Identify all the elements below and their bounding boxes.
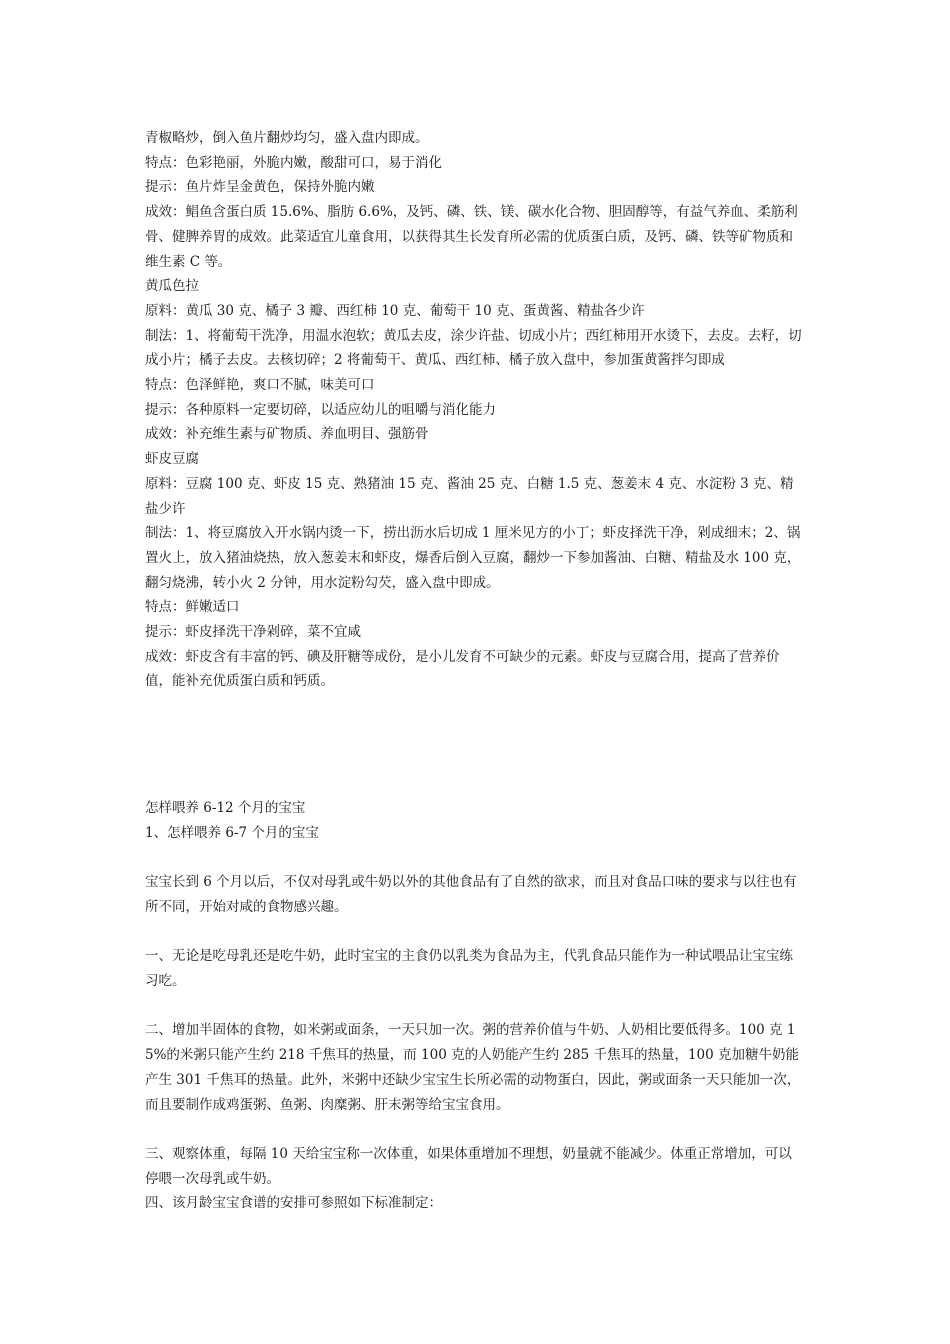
section-subtitle: 1、怎样喂养 6-7 个月的宝宝 <box>145 824 319 841</box>
paragraph-spacer <box>145 920 805 945</box>
text-paragraph: 制法：1、将豆腐放入开水锅内烫一下，捞出沥水后切成 1 厘米见方的小丁；虾皮择洗干净，剁成细末；2、锅置火上，放入猪油烧热，放入葱姜末和虾皮，爆香后倒入豆腐，翻炒一下参加酱油、白糖、精盐及水 100 克，翻匀烧沸，转小火 2 分钟，用水淀粉勾芡，盛入盘中即成。 <box>145 525 801 591</box>
text-paragraph: 成效：虾皮含有丰富的钙、碘及肝糖等成份，是小儿发育不可缺少的元素。虾皮与豆腐合用，提高了营养价值，能补充优质蛋白质和钙质。 <box>145 648 780 690</box>
text-paragraph: 成效：鲳鱼含蛋白质 15.6%、脂肪 6.6%，及钙、磷、铁、镁、碳水化合物、胆固醇等，有益气养血、柔筋利骨、健脾养胃的成效。此菜适宜儿童食用，以获得其生长发育所必需的优质蛋白质，及钙、磷、铁等矿物质和维生素 C 等。 <box>145 204 798 270</box>
text-line: 特点：鲜嫩适口 <box>145 599 240 616</box>
paragraph-spacer <box>145 846 805 871</box>
text-paragraph: 制法：1、将葡萄干洗净，用温水泡软；黄瓜去皮，涂少许盐、切成小片；西红柿用开水烫下，去皮。去籽，切成小片；橘子去皮。去核切碎；2 将葡萄干、黄瓜、西红柿、橘子放入盘中，参加蛋黄酱拌匀即成 <box>145 327 802 369</box>
text-line: 提示：各种原料一定要切碎，以适应幼儿的咀嚼与消化能力 <box>145 401 496 418</box>
text-line: 提示：鱼片炸呈金黄色，保持外脆内嫩 <box>145 179 375 196</box>
recipe-title: 虾皮豆腐 <box>145 451 199 468</box>
text-line: 四、该月龄宝宝食谱的安排可参照如下标准制定： <box>145 1195 442 1212</box>
text-line: 提示：虾皮择洗干净剁碎，菜不宜咸 <box>145 624 361 641</box>
text-line: 特点：色泽鲜艳，爽口不腻，味美可口 <box>145 377 375 394</box>
text-paragraph: 三、观察体重，每隔 10 天给宝宝称一次体重，如果体重增加不理想，奶量就不能减少。体重正常增加，可以停喂一次母乳或牛奶。 <box>145 1145 792 1187</box>
recipe-title: 黄瓜色拉 <box>145 278 199 295</box>
text-paragraph: 原料：豆腐 100 克、虾皮 15 克、熟猪油 15 克、酱油 25 克、白糖 1.5 克、葱姜末 4 克、水淀粉 3 克、精盐少许 <box>145 475 794 517</box>
paragraph-spacer <box>145 1117 805 1142</box>
paragraph-spacer <box>145 994 805 1019</box>
text-line: 原料：黄瓜 30 克、橘子 3 瓣、西红柿 10 克、葡萄干 10 克、蛋黄酱、精盐各少许 <box>145 302 645 319</box>
section-spacer <box>145 694 805 796</box>
text-paragraph: 宝宝长到 6 个月以后，不仅对母乳或牛奶以外的其他食品有了自然的欲求，而且对食品口味的要求与以往也有所不同，开始对咸的食物感兴趣。 <box>145 874 797 915</box>
text-line: 成效：补充维生素与矿物质、养血明目、强筋骨 <box>145 426 429 443</box>
document-page <box>145 126 805 1216</box>
text-paragraph: 二、增加半固体的食物，如米粥或面条，一天只加一次。粥的营养价值与牛奶、人奶相比要低得多。100 克 15%的米粥只能产生约 218 千焦耳的热量，而 100 克的人奶能产生约 285 千焦耳的热量，100 克加糖牛奶能产生 301 千焦耳的热量。此外，米粥中还缺少宝宝生长所必需的动物蛋白，因此，粥或面条一天只能加一次，而且要制作成鸡蛋粥、鱼粥、肉糜粥、肝末粥等给宝宝食用。 <box>145 1022 801 1113</box>
text-line: 特点：色彩艳丽，外脆内嫩，酸甜可口，易于消化 <box>145 154 442 171</box>
text-line: 青椒略炒，倒入鱼片翻炒均匀，盛入盘内即成。 <box>145 130 429 146</box>
text-paragraph: 一、无论是吃母乳还是吃牛奶，此时宝宝的主食仍以乳类为食品为主，代乳食品只能作为一种试喂品让宝宝练习吃。 <box>145 948 793 990</box>
section-title: 怎样喂养 6-12 个月的宝宝 <box>145 800 306 817</box>
